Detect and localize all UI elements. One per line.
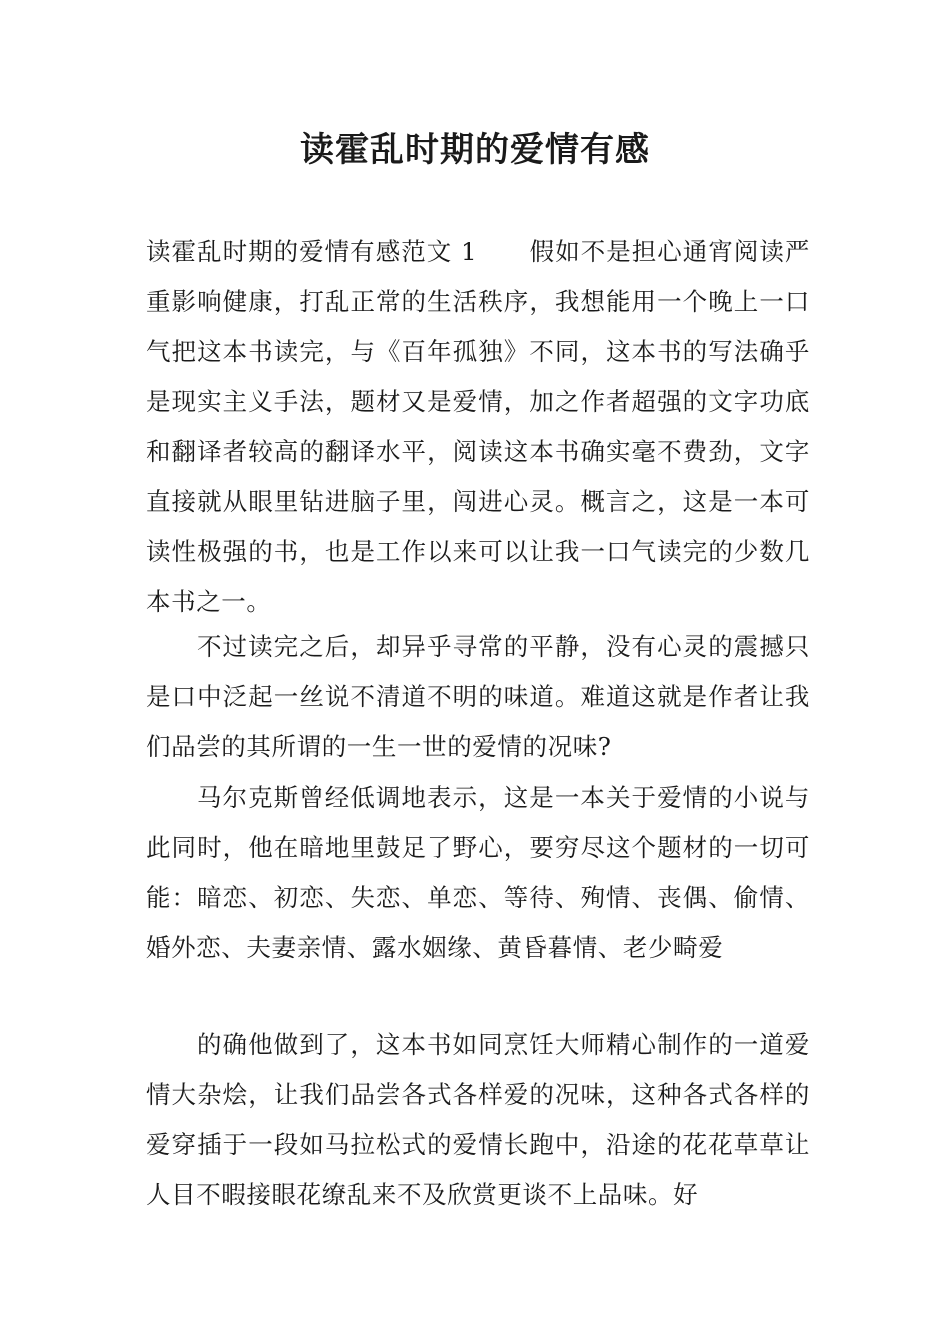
paragraph-lead: 读霍乱时期的爱情有感范文 1 [146,237,478,266]
paragraph-text: 假如不是担心通宵阅读严重影响健康，打乱正常的生活秩序，我想能用一个晚上一口气把这本书读完，与《百年孤独》不同，这本书的写法确乎是现实主义手法，题材又是爱情，加之作者超强的文字功底和翻译者较高的翻译水平，阅读这本书确实毫不费劲，文字直接就从眼里钻进脑子里，闯进心灵。概言之，这是一本可读性极强的书，也是工作以来可以让我一口气读完的少数几本书之一。 [146,237,810,616]
paragraph-3 [146,773,810,973]
paragraph-text: 不过读完之后，却异乎寻常的平静，没有心灵的震撼只是口中泛起一丝说不清道不明的味道。难道这就是作者让我们品尝的其所谓的一生一世的爱情的况味? [146,632,810,761]
paragraph-text: 马尔克斯曾经低调地表示，这是一本关于爱情的小说与此同时，他在暗地里鼓足了野心，要穷尽这个题材的一切可能：暗恋、初恋、失恋、单恋、等待、殉情、丧偶、偷情、婚外恋、夫妻亲情、露水姻缘、黄昏暮情、老少畸爱 [146,783,810,962]
paragraph-1 [146,227,810,627]
paragraph-4 [146,1020,810,1220]
document-title: 读霍乱时期的爱情有感 [300,130,650,170]
paragraph-text: 的确他做到了，这本书如同烹饪大师精心制作的一道爱情大杂烩，让我们品尝各式各样爱的况味，这种各式各样的爱穿插于一段如马拉松式的爱情长跑中，沿途的花花草草让人目不暇接眼花缭乱来不及欣赏更谈不上品味。好 [146,1030,810,1209]
paragraph-2 [146,622,810,772]
